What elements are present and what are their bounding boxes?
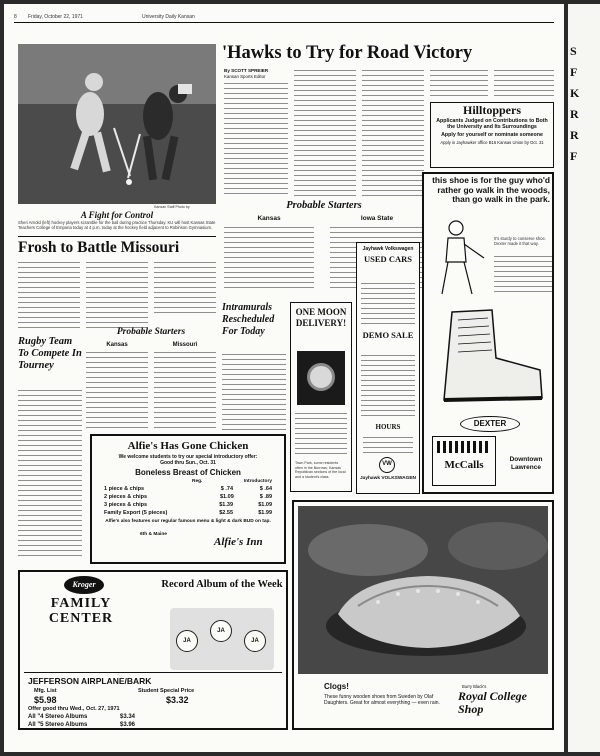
kroger-rule <box>24 672 282 673</box>
dexter-headline: this shoe is for the guy who'd rather go walk in the woods, than go walk in the park. <box>432 175 550 205</box>
page-date: Friday, October 22, 1971 <box>28 14 83 20</box>
alfies-price-row: Family Export (5 pieces) $2.55 $1.99 <box>104 510 272 516</box>
moon-delivery-ad <box>290 302 352 492</box>
hawks-story-col4 <box>430 68 488 100</box>
dexter-intro: It's sturdy to conserve shoe. Dexter made it that way. <box>494 236 547 247</box>
record-album-title: Record Album of the Week <box>161 579 283 590</box>
stereo-price-5: $3.96 <box>120 722 136 728</box>
jayhawk-volkswagen-ad <box>356 242 420 494</box>
adjacent-page-edge: S F K R R F <box>568 4 600 752</box>
moon-delivery-title: ONE MOON DELIVERY! <box>295 307 347 328</box>
dexter-brand-logo: DEXTER <box>460 416 520 432</box>
hawks-story-col2 <box>294 68 356 196</box>
student-special-price: $3.32 <box>166 695 189 705</box>
dexter-boot-illustration <box>432 302 548 412</box>
class-ring-icon <box>307 363 335 391</box>
dexter-shoe-ad <box>422 172 554 494</box>
alfies-footer: Alfie's also features our regular famous menu & light & dark BUD on tap. <box>105 519 271 524</box>
alfies-col-intro: Introductory <box>243 479 272 484</box>
clogs-photo <box>298 506 548 674</box>
alfies-price-table <box>104 485 272 517</box>
alfies-col-reg: Reg. <box>192 479 203 484</box>
kroger-logo: Kroger <box>64 576 104 594</box>
alfies-ad <box>90 434 286 564</box>
hiker-illustration <box>428 218 492 298</box>
mccalls-store-name: McCalls <box>444 459 484 471</box>
mccalls-logo <box>432 436 496 486</box>
dexter-location: Downtown Lawrence <box>509 456 543 471</box>
album-name: JEFFERSON AIRPLANE/BARK <box>28 676 152 686</box>
used-cars-list <box>361 281 415 325</box>
header-rule <box>14 22 554 23</box>
hilltoppers-body: Applicants Judged on Contributions to Both the University and Its Surroundings <box>436 118 548 131</box>
starters-small-team-missouri: Missouri <box>172 342 198 348</box>
photo-headline: A Fight for Control <box>80 210 154 220</box>
jayhawk-vw-footer: Jayhawk VOLKSWAGEN <box>360 476 416 481</box>
hilltoppers-ad <box>430 102 554 168</box>
starters-small-team-kansas: Kansas <box>106 342 128 348</box>
hawks-headline: 'Hawks to Try for Road Victory <box>222 43 473 63</box>
page-folio: 8 <box>14 14 17 20</box>
hilltoppers-title: Hilltoppers <box>462 103 521 117</box>
field-hockey-photo <box>18 44 216 204</box>
starters-big-team-iowa-state: Iowa State <box>360 215 394 222</box>
clogs-illustration <box>298 506 548 674</box>
mfg-list-price: $5.98 <box>34 695 57 705</box>
alfies-price-row: 3 pieces & chips $1.39 $1.09 <box>104 502 272 508</box>
used-cars-heading: USED CARS <box>364 254 412 264</box>
field-hockey-illustration <box>18 44 216 204</box>
rugby-story <box>18 388 82 558</box>
starters-big-list-kansas <box>224 225 314 291</box>
stereo-deal-4: All "4 Stereo Albums <box>28 714 88 720</box>
mfg-list-label: Mfg. List <box>34 688 57 694</box>
class-ring-photo <box>297 351 345 405</box>
royal-college-shop-logo: Royal College Shop <box>458 689 527 716</box>
starters-small-title: Probable Starters <box>116 327 186 337</box>
album-logo-icon: JA <box>244 630 266 652</box>
clogs-store-prefix: Burry Black's <box>462 684 487 689</box>
jayhawk-vw-head: Jayhawk Volkswagen <box>362 246 414 252</box>
dexter-copy <box>494 254 552 294</box>
alfies-price-row: 1 piece & chips $ .74 $ .64 <box>104 486 272 492</box>
alfies-dates: Good thru Sun., Oct. 31 <box>160 460 216 466</box>
kroger-offer-dates: Offer good thru Wed., Oct. 27, 1971 <box>28 706 120 712</box>
starters-big-team-kansas: Kansas <box>257 215 281 222</box>
album-cover <box>170 608 274 670</box>
alfies-dish: Boneless Breast of Chicken <box>135 468 241 477</box>
hawks-story-col1 <box>224 81 288 196</box>
alfies-intro: We welcome students to try our special introductory offer: <box>118 454 258 460</box>
hawks-story-col5 <box>494 68 554 100</box>
alfies-logo: Alfie's Inn <box>214 536 263 548</box>
stereo-deal-5: All "5 Stereo Albums <box>28 722 88 728</box>
alfies-address: 6th & Maine <box>140 532 167 537</box>
hours-heading: HOURS <box>375 423 401 431</box>
photo-credit: Kansan Staff Photo by <box>154 205 190 209</box>
demo-sale-list <box>361 353 415 417</box>
moon-delivery-caption: Town Park, some residents often in the Burrows, Kansas Republican sections of the local and a student's class. <box>295 461 346 479</box>
kroger-store-name: FAMILY CENTER <box>48 596 114 626</box>
hours-list <box>363 435 413 453</box>
stereo-price-4: $3.34 <box>120 714 136 720</box>
frosh-story-col1 <box>18 260 80 330</box>
clogs-body: These funny wooden shoes from Sweden by Olaf Daughters. Great for almost everything — even rain. <box>324 694 440 707</box>
frosh-headline: Frosh to Battle Missouri <box>18 239 180 256</box>
demo-sale-heading: DEMO SALE <box>362 330 414 340</box>
clogs-ad <box>292 500 554 730</box>
album-logo-icon: JA <box>176 630 198 652</box>
rugby-headline: Rugby Team To Compete In Tourney <box>18 336 82 371</box>
photo-caption: Sheri Arnold (left) hockey players scramble for the ball during practice Thursday. KU will host Kansas State Teachers College of Emporia today at 4 p.m. today at the hockey field adjacent to Robinson Gymnasium. <box>18 220 216 231</box>
kroger-ad <box>18 570 288 730</box>
moon-delivery-copy <box>295 411 347 457</box>
caption-rule <box>18 236 216 237</box>
starters-small-list-missouri <box>154 350 216 430</box>
hilltoppers-note: Apply in Jayhawker office B16 Kansas Union by Oct. 31 <box>440 140 544 146</box>
alfies-title: Alfie's Has Gone Chicken <box>127 440 249 452</box>
student-special-label: Student Special Price <box>138 688 195 694</box>
hawks-byline: By SCOTT SPREIER <box>224 68 269 73</box>
frosh-story-col3 <box>154 260 216 316</box>
volkswagen-logo-icon: VW <box>379 457 395 473</box>
newspaper-page <box>4 4 564 752</box>
album-logo-icon: JA <box>210 620 232 642</box>
hilltoppers-apply: Apply for yourself or nominate someone <box>441 131 543 138</box>
clogs-headline: Clogs! <box>324 682 349 691</box>
newspaper-name: University Daily Kansan <box>142 14 195 20</box>
intramurals-story <box>222 352 286 430</box>
alfies-price-row: 2 pieces & chips $1.09 $ .89 <box>104 494 272 500</box>
mccalls-building-icon <box>437 441 491 453</box>
starters-small-list-kansas <box>86 350 148 430</box>
starters-big-title: Probable Starters <box>286 200 362 211</box>
intramurals-headline: Intramurals Rescheduled For Today <box>222 302 275 337</box>
hawks-story-col3 <box>362 68 424 196</box>
hawks-byline-role: Kansan Sports Editor <box>224 74 266 79</box>
frosh-story-col2 <box>86 260 148 330</box>
